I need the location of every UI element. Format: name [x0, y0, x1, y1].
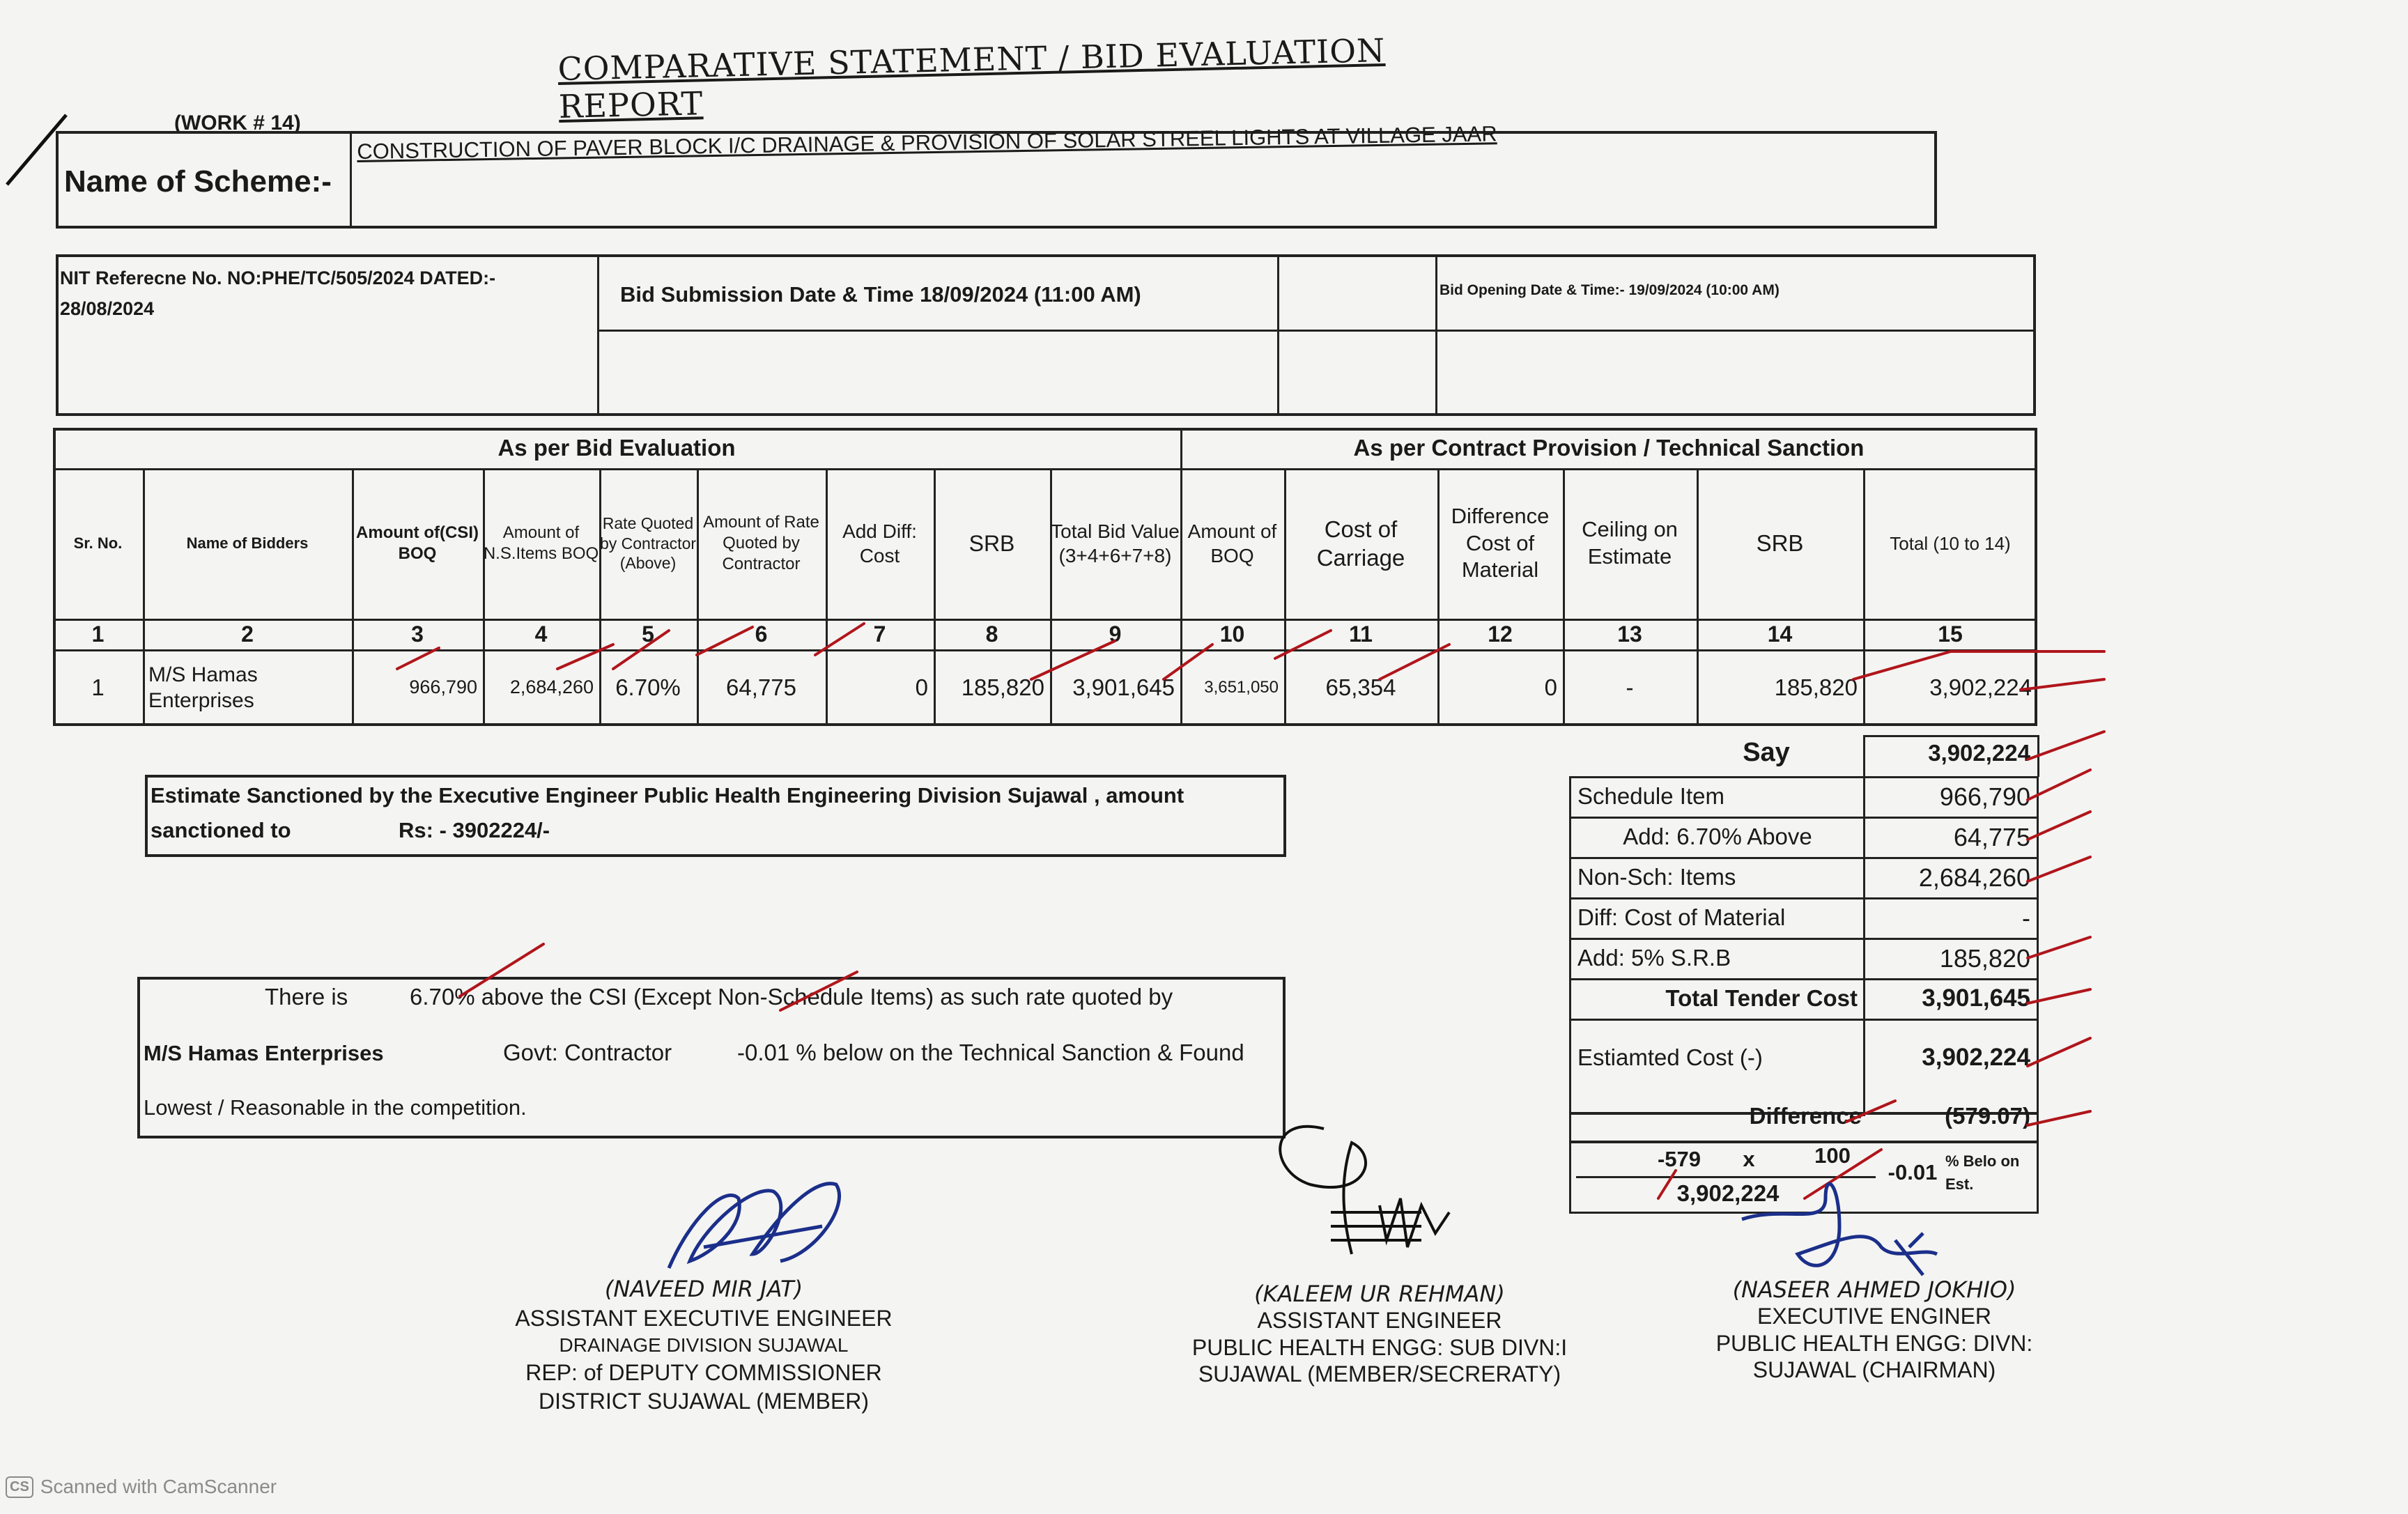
- summary-value-6: 3,901,645: [1922, 984, 2030, 1012]
- remark-line1: 6.70% above the CSI (Except Non-Schedule Items) as such rate quoted by: [410, 984, 1173, 1010]
- col-header-11: Cost of Carriage: [1316, 516, 1405, 571]
- watermark-text: Scanned with CamScanner: [40, 1476, 277, 1497]
- row-cell-13: -: [1626, 674, 1634, 701]
- row-cell-9: 3,901,645: [1072, 674, 1175, 701]
- col-number-15: 15: [1938, 621, 1963, 647]
- remark-there-is: There is: [265, 984, 348, 1010]
- summary-label-3: Non-Sch: Items: [1577, 864, 1736, 890]
- scheme-label: Name of Scheme:-: [64, 164, 332, 199]
- col-number-6: 6: [755, 621, 768, 647]
- col-header-15: Total (10 to 14): [1890, 532, 2011, 554]
- col-number-12: 12: [1488, 621, 1513, 647]
- summary-label-4: Diff: Cost of Material: [1577, 904, 1786, 931]
- col-header-2: Name of Bidders: [186, 534, 309, 553]
- col-header-7: Add Diff: Cost: [842, 520, 917, 566]
- nit-date: 28/08/2024: [60, 298, 155, 319]
- summary-label-5: Add: 5% S.R.B: [1577, 945, 1731, 971]
- col-number-7: 7: [873, 621, 886, 647]
- summary-value-3: 2,684,260: [1918, 863, 2030, 892]
- signatory-3-name: (NASEER AHMED JOKHIO): [1732, 1276, 2016, 1303]
- calc-100: 100: [1814, 1143, 1851, 1168]
- col-number-9: 9: [1109, 621, 1122, 647]
- signatory-2-l3: SUJAWAL (MEMBER/SECRERATY): [1198, 1361, 1561, 1387]
- summary-value-5: 185,820: [1939, 943, 2030, 973]
- col-header-14: SRB: [1756, 530, 1804, 557]
- row-sr-no: 1: [91, 674, 105, 701]
- group-bid-evaluation: As per Bid Evaluation: [497, 435, 736, 461]
- signatory-1-l2: DRAINAGE DIVISION SUJAWAL: [559, 1334, 849, 1357]
- col-number-2: 2: [241, 621, 254, 647]
- col-number-1: 1: [91, 621, 105, 647]
- stray-slash-mark: [7, 115, 66, 185]
- red-tick-marks: [397, 624, 2104, 1198]
- col-number-5: 5: [642, 621, 654, 647]
- summary-label-6: Total Tender Cost: [1665, 985, 1858, 1012]
- signatory-2-name: (KALEEM UR REHMAN): [1254, 1281, 1505, 1307]
- row-cell-10: 3,651,050: [1204, 678, 1279, 697]
- signatory-1-l3: REP: of DEPUTY COMMISSIONER: [525, 1359, 882, 1385]
- col-number-3: 3: [411, 621, 424, 647]
- signature-kaleem: [1280, 1127, 1449, 1254]
- calc-result: -0.01: [1888, 1159, 1938, 1184]
- say-value: 3,902,224: [1928, 740, 2030, 766]
- summary-label-7: Estiamted Cost (-): [1577, 1044, 1763, 1071]
- signatory-3-l1: EXECUTIVE ENGINER: [1757, 1304, 1992, 1329]
- summary-label-2: Add: 6.70% Above: [1623, 824, 1812, 850]
- calc-num: -579: [1657, 1146, 1701, 1171]
- summary-label-1: Schedule Item: [1577, 783, 1724, 810]
- signatory-3-l2: PUBLIC HEALTH ENGG: DIVN:: [1715, 1330, 2033, 1356]
- bid-opening: Bid Opening Date & Time:- 19/09/2024 (10:00 AM): [1440, 282, 1780, 298]
- row-cell-5: 6.70%: [615, 674, 681, 701]
- calc-x: x: [1743, 1146, 1755, 1171]
- difference-label: Difference: [1749, 1103, 1862, 1129]
- col-number-4: 4: [534, 621, 548, 647]
- row-cell-12: 0: [1544, 674, 1557, 701]
- col-number-11: 11: [1349, 621, 1373, 647]
- camscanner-logo-icon: CS: [6, 1476, 33, 1498]
- remark-line3: Lowest / Reasonable in the competition.: [144, 1095, 527, 1120]
- remark-line2: -0.01 % below on the Technical Sanction & Found: [737, 1040, 1244, 1065]
- row-cell-6: 64,775: [726, 674, 796, 701]
- remark-firm: M/S Hamas Enterprises: [144, 1041, 384, 1065]
- nit-reference: NIT Referecne No. NO:PHE/TC/505/2024 DATED:-: [60, 268, 496, 288]
- calc-den: 3,902,224: [1676, 1180, 1780, 1207]
- col-header-3: Amount of(CSI) BOQ: [356, 523, 479, 563]
- work-number: (WORK # 14): [174, 111, 301, 134]
- estimate-line2: sanctioned to: [150, 818, 291, 842]
- signatory-3-l3: SUJAWAL (CHAIRMAN): [1752, 1357, 1996, 1383]
- signature-naveed: [669, 1184, 840, 1268]
- row-cell-15: 3,902,224: [1929, 674, 2032, 701]
- row-cell-4: 2,684,260: [509, 677, 594, 698]
- row-cell-11: 65,354: [1325, 674, 1396, 701]
- summary-value-2: 64,775: [1953, 822, 2030, 851]
- calc-note: % Belo on Est.: [1945, 1152, 2020, 1193]
- scheme-value: CONSTRUCTION OF PAVER BLOCK I/C DRAINAGE & PROVISION OF SOLAR STREEL LIGHTS AT VILLAGE JAAR: [357, 121, 1497, 164]
- estimate-amount: Rs: - 3902224/-: [399, 818, 550, 842]
- row-cell-3: 966,790: [409, 677, 477, 698]
- row-cell-8: 185,820: [961, 674, 1044, 701]
- remark-govt: Govt: Contractor: [503, 1040, 672, 1065]
- signatory-1-l4: DISTRICT SUJAWAL (MEMBER): [538, 1389, 870, 1414]
- col-header-6: Amount of Rate Quoted by Contractor: [703, 513, 819, 573]
- col-header-8: SRB: [968, 531, 1015, 556]
- row-bidder-name: M/S Hamas Enterprises: [148, 663, 258, 712]
- col-header-1: Sr. No.: [73, 534, 123, 553]
- col-header-13: Ceiling on Estimate: [1582, 517, 1678, 569]
- signatory-2-l2: PUBLIC HEALTH ENGG: SUB DIVN:I: [1191, 1334, 1568, 1360]
- estimate-line1: Estimate Sanctioned by the Executive Engineer Public Health Engineering Division Sujawal , amount: [150, 783, 1184, 808]
- row-cell-7: 0: [915, 674, 928, 701]
- report-title: COMPARATIVE STATEMENT / BID EVALUATION REPORT: [557, 31, 1386, 125]
- bid-submission: Bid Submission Date & Time 18/09/2024 (11:00 AM): [620, 282, 1141, 307]
- difference-value: (579.07): [1945, 1103, 2030, 1129]
- say-label: Say: [1743, 738, 1790, 768]
- summary-value-4: -: [2022, 903, 2030, 932]
- col-header-9: Total Bid Value (3+4+6+7+8): [1051, 520, 1180, 566]
- col-number-10: 10: [1219, 621, 1245, 647]
- col-header-4: Amount of N.S.Items BOQ: [483, 523, 599, 563]
- col-number-14: 14: [1767, 621, 1793, 647]
- col-header-5: Rate Quoted by Contractor (Above): [599, 513, 697, 573]
- summary-value-1: 966,790: [1939, 782, 2030, 811]
- signatory-2-l1: ASSISTANT ENGINEER: [1257, 1308, 1502, 1334]
- col-number-8: 8: [985, 621, 998, 647]
- col-header-12: Difference Cost of Material: [1451, 503, 1550, 582]
- col-header-10: Amount of BOQ: [1187, 520, 1277, 566]
- summary-value-7: 3,902,224: [1922, 1044, 2030, 1072]
- signature-naseer: [1742, 1184, 1937, 1275]
- col-number-13: 13: [1617, 621, 1642, 647]
- signatory-1-l1: ASSISTANT EXECUTIVE ENGINEER: [515, 1305, 893, 1331]
- signatory-1-name: (NAVEED MIR JAT): [604, 1276, 803, 1302]
- group-contract-provision: As per Contract Provision / Technical Sanction: [1353, 435, 1865, 461]
- row-cell-14: 185,820: [1774, 674, 1858, 701]
